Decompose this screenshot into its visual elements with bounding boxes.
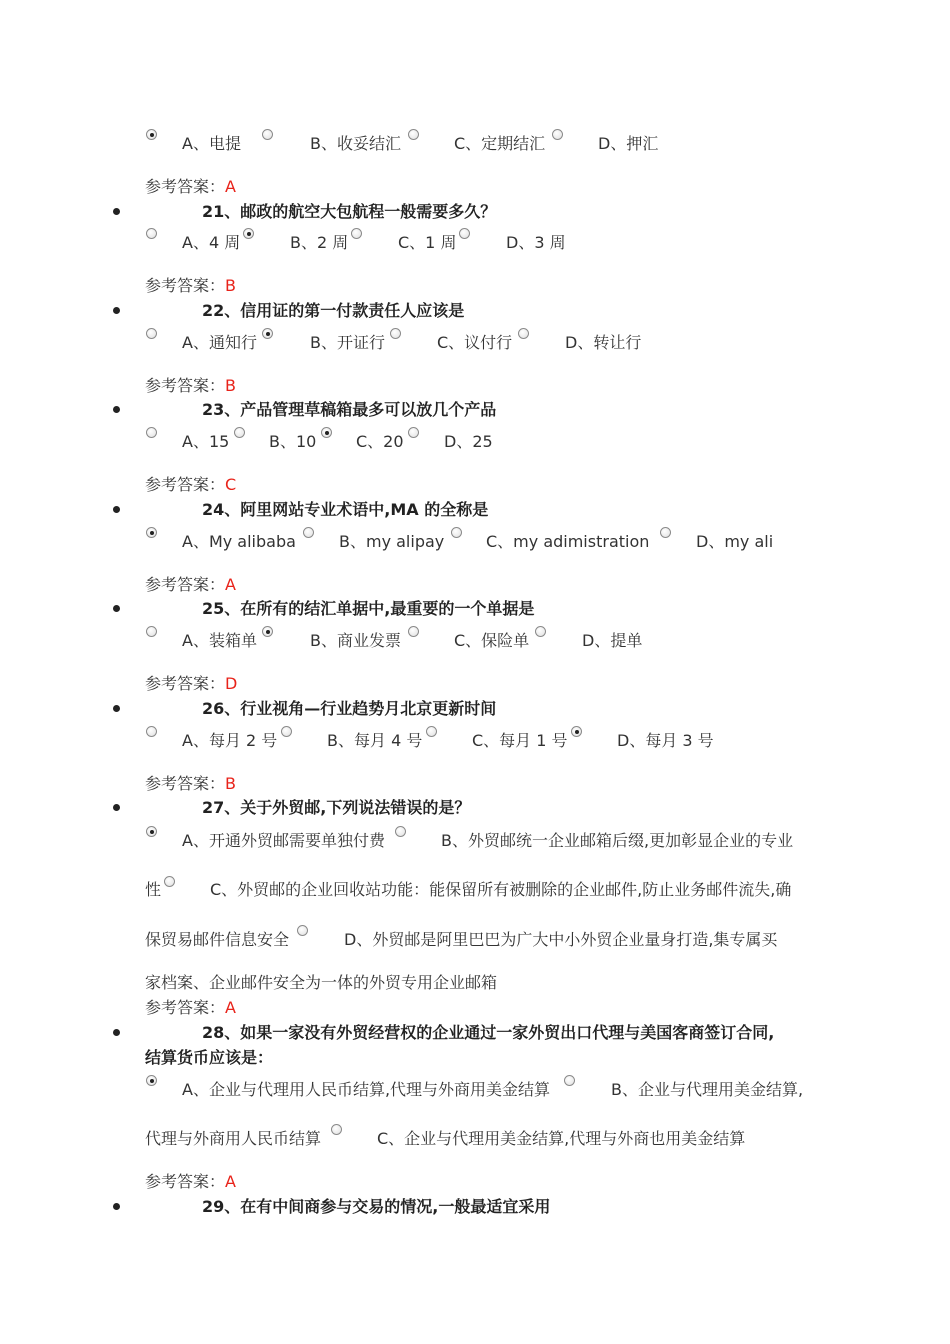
option-q26-c: C、每月 1 号 — [472, 731, 568, 750]
answer-q21: 参考答案：B — [145, 276, 236, 295]
radio-q25-c[interactable] — [408, 626, 419, 637]
radio-q22-c[interactable] — [390, 328, 401, 339]
answer-q27: 参考答案：A — [145, 998, 236, 1017]
radio-q24-c[interactable] — [451, 527, 462, 538]
radio-q23-b[interactable] — [234, 427, 245, 438]
option-q27-d-cont: 家档案、企业邮件安全为一体的外贸专用企业邮箱 — [145, 973, 498, 992]
question-24-title: 24、阿里网站专业术语中,MA 的全称是 — [202, 500, 489, 519]
question-22-title: 22、信用证的第一付款责任人应该是 — [202, 301, 465, 320]
option-q23-a: A、15 — [182, 432, 230, 451]
bullet — [113, 406, 120, 413]
option-q22-a: A、通知行 — [182, 333, 257, 352]
option-q20-b: B、收妥结汇 — [310, 134, 401, 153]
question-27-title: 27、关于外贸邮,下列说法错误的是？ — [202, 798, 471, 817]
option-q23-c: C、20 — [356, 432, 404, 451]
option-q24-d: D、my ali — [696, 532, 774, 551]
option-q21-a: A、4 周 — [182, 233, 241, 252]
option-q25-a: A、装箱单 — [182, 631, 257, 650]
radio-q26-d[interactable] — [571, 726, 582, 737]
option-q23-b: B、10 — [269, 432, 317, 451]
option-q22-b: B、开证行 — [310, 333, 385, 352]
radio-q27-d[interactable] — [297, 925, 308, 936]
bullet — [113, 307, 120, 314]
radio-q20-c[interactable] — [408, 129, 419, 140]
option-q24-a: A、My alibaba — [182, 532, 296, 551]
radio-q23-c[interactable] — [321, 427, 332, 438]
radio-q28-a[interactable] — [146, 1075, 157, 1086]
bullet — [113, 506, 120, 513]
option-q28-c: C、企业与代理用美金结算,代理与外商也用美金结算 — [377, 1129, 746, 1148]
option-q20-d: D、押汇 — [598, 134, 659, 153]
option-q27-d: D、外贸邮是阿里巴巴为广大中小外贸企业量身打造,集专属买 — [344, 930, 778, 949]
question-23-title: 23、产品管理草稿箱最多可以放几个产品 — [202, 400, 497, 419]
bullet — [113, 605, 120, 612]
option-q26-b: B、每月 4 号 — [327, 731, 423, 750]
option-q21-b: B、2 周 — [290, 233, 349, 252]
radio-q25-d[interactable] — [535, 626, 546, 637]
radio-q22-b[interactable] — [262, 328, 273, 339]
radio-q26-a[interactable] — [146, 726, 157, 737]
radio-q22-a[interactable] — [146, 328, 157, 339]
radio-q27-c[interactable] — [164, 876, 175, 887]
option-q21-d: D、3 周 — [506, 233, 566, 252]
question-21-title: 21、邮政的航空大包航程一般需要多久？ — [202, 202, 497, 221]
radio-q26-c[interactable] — [426, 726, 437, 737]
option-q27-c: C、外贸邮的企业回收站功能：能保留所有被删除的企业邮件,防止业务邮件流失,确 — [210, 880, 792, 899]
option-q26-d: D、每月 3 号 — [617, 731, 714, 750]
question-26-title: 26、行业视角—行业趋势月北京更新时间 — [202, 699, 497, 718]
question-28-title: 28、如果一家没有外贸经营权的企业通过一家外贸出口代理与美国客商签订合同, — [202, 1023, 775, 1042]
radio-q20-a[interactable] — [146, 129, 157, 140]
option-q20-c: C、定期结汇 — [454, 134, 546, 153]
option-q27-b-cont: 性 — [145, 880, 162, 899]
option-q22-c: C、议付行 — [437, 333, 513, 352]
radio-q21-d[interactable] — [459, 228, 470, 239]
option-q25-d: D、提单 — [582, 631, 643, 650]
answer-q22: 参考答案：B — [145, 376, 236, 395]
radio-q27-a[interactable] — [146, 826, 157, 837]
radio-q20-b[interactable] — [262, 129, 273, 140]
radio-q24-b[interactable] — [303, 527, 314, 538]
radio-q20-d[interactable] — [552, 129, 563, 140]
option-q25-c: C、保险单 — [454, 631, 530, 650]
answer-q26: 参考答案：B — [145, 774, 236, 793]
radio-q24-d[interactable] — [660, 527, 671, 538]
option-q27-a: A、开通外贸邮需要单独付费 — [182, 831, 385, 850]
option-q22-d: D、转让行 — [565, 333, 642, 352]
bullet — [113, 705, 120, 712]
option-q21-c: C、1 周 — [398, 233, 457, 252]
radio-q22-d[interactable] — [518, 328, 529, 339]
option-q28-a: A、企业与代理用人民币结算,代理与外商用美金结算 — [182, 1080, 551, 1099]
bullet — [113, 1029, 120, 1036]
option-q23-d: D、25 — [444, 432, 493, 451]
radio-q26-b[interactable] — [281, 726, 292, 737]
answer-q25: 参考答案：D — [145, 674, 238, 693]
radio-q23-d[interactable] — [408, 427, 419, 438]
question-25-title: 25、在所有的结汇单据中,最重要的一个单据是 — [202, 599, 535, 618]
answer-q20: 参考答案：A — [145, 177, 236, 196]
radio-q25-b[interactable] — [262, 626, 273, 637]
radio-q28-c[interactable] — [331, 1124, 342, 1135]
option-q20-a: A、电提 — [182, 134, 241, 153]
answer-q28: 参考答案：A — [145, 1172, 236, 1191]
question-28-title-cont: 结算货币应该是： — [145, 1048, 274, 1067]
radio-q21-a[interactable] — [146, 228, 157, 239]
option-q26-a: A、每月 2 号 — [182, 731, 278, 750]
option-q28-b: B、企业与代理用美金结算, — [611, 1080, 804, 1099]
option-q25-b: B、商业发票 — [310, 631, 401, 650]
answer-q23: 参考答案：C — [145, 475, 237, 494]
bullet — [113, 1203, 120, 1210]
answer-q24: 参考答案：A — [145, 575, 236, 594]
radio-q23-a[interactable] — [146, 427, 157, 438]
radio-q24-a[interactable] — [146, 527, 157, 538]
bullet — [113, 208, 120, 215]
option-q27-b: B、外贸邮统一企业邮箱后缀,更加彰显企业的专业 — [441, 831, 794, 850]
radio-q21-c[interactable] — [351, 228, 362, 239]
radio-q28-b[interactable] — [564, 1075, 575, 1086]
radio-q25-a[interactable] — [146, 626, 157, 637]
option-q24-c: C、my adimistration — [486, 532, 650, 551]
question-29-title: 29、在有中间商参与交易的情况,一般最适宜采用 — [202, 1197, 551, 1216]
option-q27-c-cont: 保贸易邮件信息安全 — [145, 930, 290, 949]
option-q28-b-cont: 代理与外商用人民币结算 — [145, 1129, 322, 1148]
bullet — [113, 804, 120, 811]
radio-q27-b[interactable] — [395, 826, 406, 837]
radio-q21-b[interactable] — [243, 228, 254, 239]
option-q24-b: B、my alipay — [339, 532, 445, 551]
